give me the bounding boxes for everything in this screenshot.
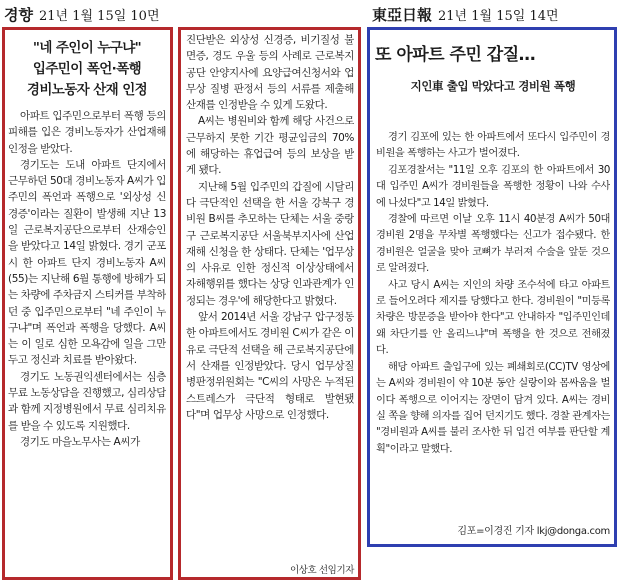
left-headline-line: "네 주인이 누구냐" [32,40,142,56]
middle-article-body [186,32,354,562]
paragraph: 해당 아파트 출입구에 있는 폐쇄회로(CC)TV 영상에는 A씨와 경비원이 약 10분 동안 실랑이와 몸싸움을 벌이다 폭행으로 이어지는 장면이 담겨 있다. A씨는 경비실 쪽을 향해 의자를 집어 던지기도 했다. 경찰 관계자는 "경비원과 A씨를 불러 조사한 뒤 입건 여부를 판단할 계획"이라고 말했다. [376,361,610,455]
middle-byline: 이상호 선임기자 [289,565,354,576]
paragraph: 김포경찰서는 "11일 오후 김포의 한 아파트에서 30대 입주민 A씨가 경비원들을 폭행한 정황이 나와 수사에 나섰다"고 14일 밝혔다. [376,164,610,209]
left-masthead [4,4,160,25]
left-paper-name: 경향 [4,6,33,24]
right-headline: 또 아파트 주민 갑질… [375,45,536,65]
right-article-body [376,130,610,504]
paragraph: A씨는 병원비와 함께 해당 사건으로 근무하지 못한 기간 평균임금의 70%에 해당하는 휴업급여 등의 보상을 받게 됐다. [186,115,354,177]
paragraph: 경기도는 도내 아파트 단지에서 근무하던 50대 경비노동자 A씨가 입주민의 폭언과 폭행으로 '외상성 신경증'이라는 질환이 발생해 지난 13일 근로복지공단으로부터 산재승인을 받았다고 14일 밝혔다. 경기 군포시 한 아파트 단지 경비노동자 A씨(55)는 지난해 6월 통행에 방해가 되는 차량에 주차금지 스티커를 부착하던 중 입주민으로부터 "네 주인이 누구냐"며 폭언과 폭행을 당했다. A씨는 이 일로 심한 모욕감에 일을 그만두고 정신과 치료를 받아왔다. [8,158,166,367]
paragraph: 경기 김포에 있는 한 아파트에서 또다시 입주민이 경비원을 폭행하는 사고가 벌어졌다. [376,132,610,160]
left-article-body [8,108,166,578]
left-headline [8,38,166,101]
paragraph: 진단받은 외상성 신경증, 비기질성 불면증, 경도 우울 등의 사례로 근로복지공단 안양지사에 요양급여신청서와 업무상 질병 판정서 등의 서류를 제출해 산재를 인정받을 수 있게 도왔다. [186,34,354,112]
right-masthead [372,4,559,25]
paragraph: 지난해 5월 입주민의 갑질에 시달리다 극단적인 선택을 한 서울 강북구 경비원 B씨를 추모하는 단체는 서울 중랑구 근로복지공단 서울북부지사에 산업재해 신청을 한 상태다. 단체는 '업무상의 사유로 인한 정신적 이상상태에서 자해행위를 했다는 상당 인과관계가 인정되는 경우'에 해당한다고 밝혔다. [186,180,354,307]
paragraph: 경기도 마을노무사는 A씨가 [20,435,140,448]
paragraph: 경기도 노동권익센터에서는 심층 무료 노동상담을 진행했고, 심리상담과 함께 지정병원에서 무료 심리치유를 받을 수 있도록 지원했다. [8,370,166,432]
right-paper-date: 21년 1월 15일 14면 [438,9,559,24]
paragraph: 경찰에 따르면 이날 오후 11시 40분경 A씨가 50대 경비원 2명을 무차별 폭행했다는 신고가 접수됐다. 한 경비원은 얼굴을 맞아 코뼈가 부러져 수술을 앞둔 것으로 알려졌다. [376,214,610,275]
right-subheadline: 지인車 출입 막았다고 경비원 폭행 [410,79,576,93]
paragraph: 앞서 2014년 서울 강남구 압구정동 한 아파트에서도 경비원 C씨가 같은 이유로 극단적 선택을 해 근로복지공단에서 산재를 인정받았다. 당시 업무상질병판정위원회는 "C씨의 사망은 누적된 스트레스가 극단적 형태로 발현됐다"며 업무상 사망으로 인정했다. [186,311,354,421]
right-byline: 김포=이경진 기자 lkj@donga.com [457,526,610,537]
right-paper-name: 東亞日報 [372,6,433,24]
left-paper-date: 21년 1월 15일 10면 [38,9,160,24]
paragraph: 아파트 입주민으로부터 폭행 등의 피해를 입은 경비노동자가 산업재해 인정을 받았다. [8,110,166,155]
left-headline-line: 입주민이 폭언·폭행 [32,61,142,77]
paragraph: 사고 당시 A씨는 지인의 차량 조수석에 타고 아파트로 들어오려다 제지를 당했다고 한다. 경비원이 "미등록 차량은 방문증을 받아야 한다"고 안내하자 "입주민인데 왜 차단기를 안 올리느냐"며 폭행을 한 것으로 전해졌다. [376,279,610,357]
left-headline-line: 경비노동자 산재 인정 [26,82,148,98]
